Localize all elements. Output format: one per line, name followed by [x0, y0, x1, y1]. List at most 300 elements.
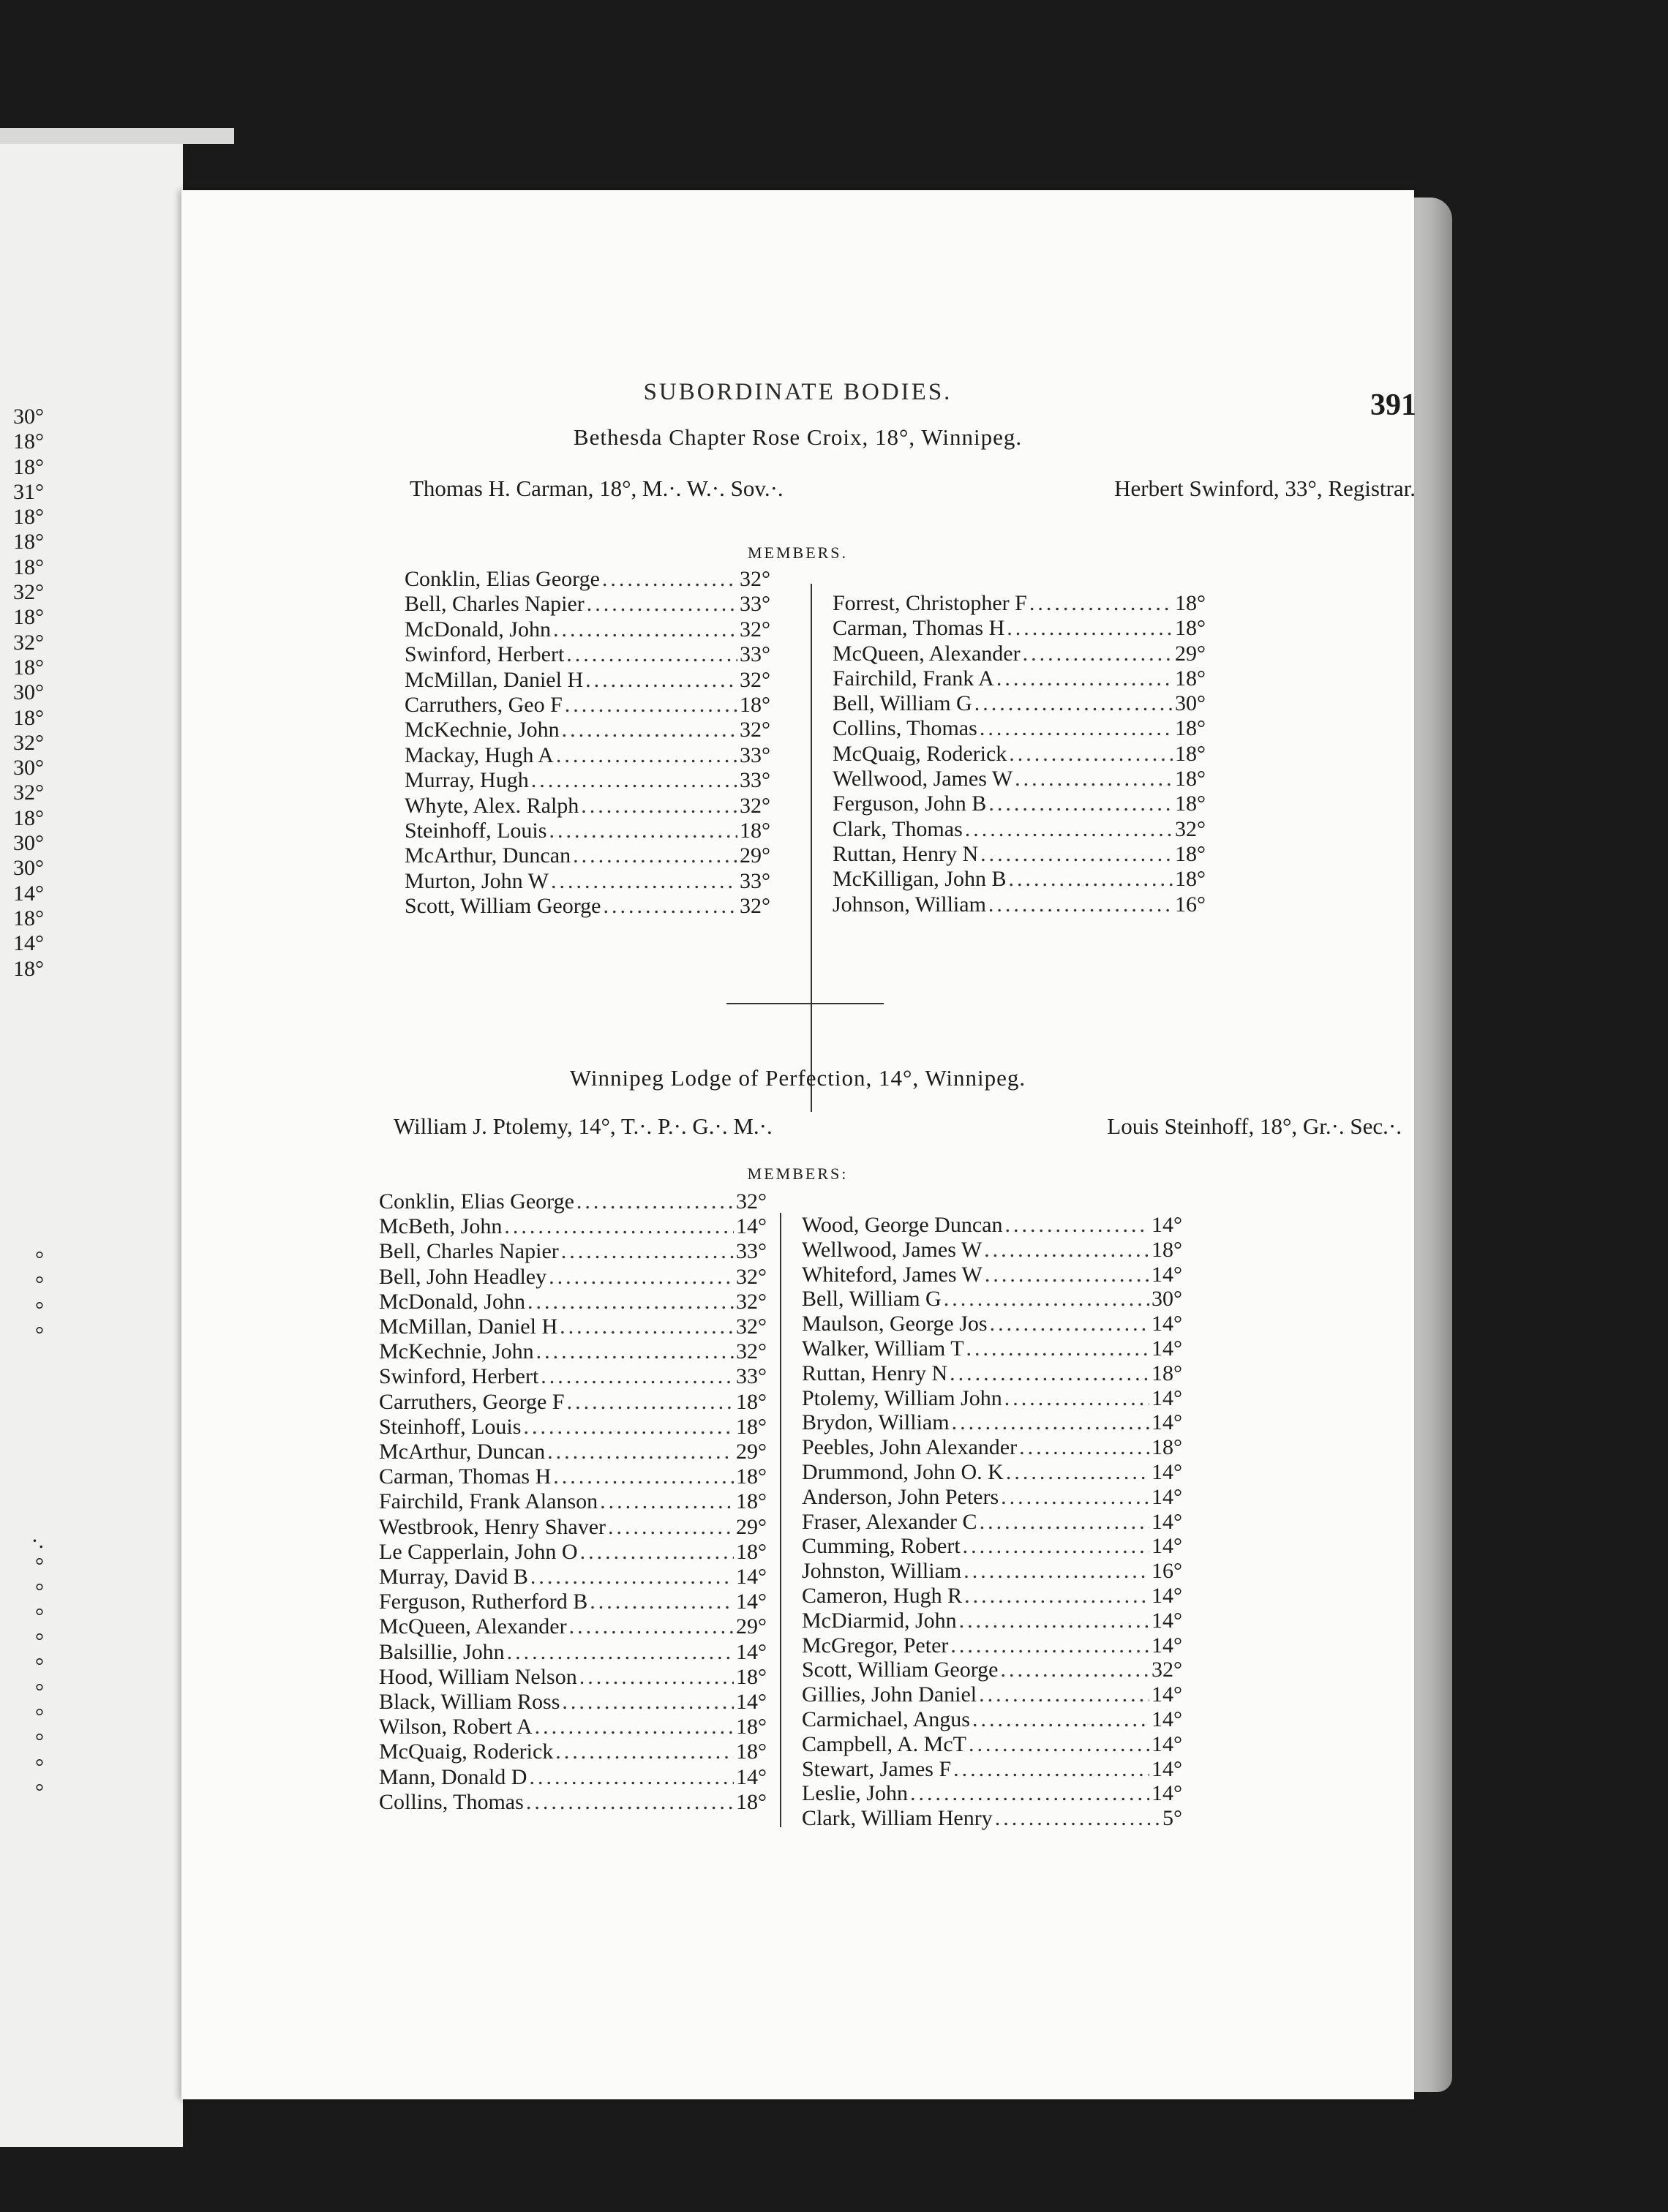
- facing-page-degree: °: [35, 1754, 44, 1779]
- member-name: Carruthers, Geo F: [405, 693, 563, 718]
- lodge-column-divider: [780, 1213, 781, 1827]
- facing-page-degree: 32°: [13, 580, 44, 605]
- facing-page-degree: 18°: [13, 554, 44, 579]
- dot-leader: [579, 1665, 734, 1690]
- lodge-member-row: [379, 1590, 767, 1614]
- member-name: Stewart, James F: [802, 1756, 952, 1781]
- member-degree: 14°: [736, 1639, 767, 1664]
- dot-leader: [964, 1584, 1149, 1609]
- member-name: McQuaig, Roderick: [379, 1739, 554, 1764]
- chapter-officer-right: Herbert Swinford, 33°, Registrar.: [1114, 475, 1416, 501]
- dot-leader: [972, 1707, 1149, 1732]
- member-degree: 29°: [736, 1614, 767, 1639]
- member-name: Scott, William George: [405, 894, 601, 919]
- member-degree: 32°: [740, 894, 770, 919]
- chapter-member-row: [405, 617, 770, 642]
- member-name: McQuaig, Roderick: [833, 741, 1007, 766]
- member-degree: 14°: [1152, 1459, 1182, 1484]
- dot-leader: [608, 1515, 734, 1540]
- dot-leader: [551, 869, 737, 894]
- member-name: Ruttan, Henry N: [802, 1361, 948, 1385]
- member-name: Whiteford, James W: [802, 1262, 983, 1287]
- dot-leader: [990, 1312, 1149, 1336]
- lodge-member-row: [379, 1464, 767, 1489]
- facing-page: [0, 128, 183, 2147]
- chapter-member-row: [405, 693, 770, 718]
- member-name: Johnston, William: [802, 1559, 962, 1584]
- lodge-member-row: [802, 1682, 1182, 1707]
- member-name: McMillan, Daniel H: [405, 667, 584, 692]
- member-degree: 18°: [1152, 1361, 1182, 1385]
- chapter-member-row: [405, 743, 770, 768]
- member-name: McQueen, Alexander: [833, 641, 1021, 666]
- dot-leader: [1007, 616, 1173, 641]
- lodge-member-row: [379, 1765, 767, 1790]
- member-degree: 33°: [740, 868, 770, 893]
- member-name: Ferguson, Rutherford B: [379, 1590, 588, 1614]
- dot-leader: [562, 718, 737, 742]
- dot-leader: [529, 1765, 734, 1790]
- lodge-member-row: [379, 1415, 767, 1440]
- member-degree: 14°: [1152, 1262, 1182, 1287]
- chapter-member-row: [833, 842, 1206, 867]
- dot-leader: [600, 1489, 734, 1514]
- member-degree: 18°: [736, 1389, 767, 1414]
- dot-leader: [580, 1540, 734, 1565]
- chapter-member-row: [405, 894, 770, 919]
- facing-page-degree: °: [35, 1603, 44, 1628]
- dot-leader: [587, 592, 737, 617]
- member-degree: 14°: [1152, 1534, 1182, 1559]
- chapter-member-row: [405, 819, 770, 843]
- lodge-member-row: [802, 1485, 1182, 1510]
- facing-page-degree: ·.: [31, 1529, 44, 1553]
- chapter-member-row: [405, 869, 770, 894]
- member-degree: 32°: [736, 1289, 767, 1314]
- member-name: Swinford, Herbert: [405, 642, 565, 667]
- member-name: Scott, William George: [802, 1658, 999, 1682]
- chapter-member-row: [833, 716, 1206, 741]
- lodge-member-row: [379, 1790, 767, 1815]
- member-degree: 33°: [740, 742, 770, 767]
- facing-page-degree: 31°: [13, 479, 44, 504]
- dot-leader: [1023, 642, 1173, 666]
- chapter-member-row: [405, 718, 770, 742]
- member-name: Balsillie, John: [379, 1639, 505, 1664]
- member-degree: 18°: [740, 819, 770, 843]
- member-degree: 18°: [736, 1464, 767, 1489]
- dot-leader: [569, 1614, 734, 1639]
- lodge-member-row: [379, 1339, 767, 1364]
- member-degree: 32°: [740, 667, 770, 692]
- lodge-member-row: [802, 1510, 1182, 1535]
- dot-leader: [567, 1390, 734, 1415]
- member-degree: 18°: [1175, 791, 1206, 816]
- member-name: Black, William Ross: [379, 1690, 560, 1715]
- lodge-member-row: [802, 1732, 1182, 1757]
- member-degree: 14°: [736, 1590, 767, 1614]
- member-name: Mackay, Hugh A: [405, 742, 554, 767]
- lodge-member-row: [802, 1609, 1182, 1633]
- dot-leader: [504, 1214, 734, 1239]
- member-degree: 18°: [1175, 741, 1206, 766]
- member-name: Mann, Donald D: [379, 1764, 527, 1789]
- member-degree: 18°: [736, 1489, 767, 1514]
- lodge-members-right-column: [802, 1213, 1182, 1831]
- facing-page-degree: °: [35, 1579, 44, 1603]
- member-degree: 32°: [736, 1314, 767, 1339]
- chapter-member-row: [405, 843, 770, 868]
- member-name: Anderson, John Peters: [802, 1484, 999, 1509]
- member-degree: 18°: [1175, 591, 1206, 615]
- lodge-member-row: [802, 1757, 1182, 1782]
- dot-leader: [944, 1287, 1149, 1312]
- dot-leader: [562, 1690, 734, 1715]
- dot-leader: [556, 743, 737, 768]
- chapter-member-row: [405, 592, 770, 617]
- member-degree: 14°: [736, 1764, 767, 1789]
- lodge-member-row: [379, 1515, 767, 1540]
- dot-leader: [980, 1510, 1149, 1535]
- member-name: Johnson, William: [833, 892, 986, 917]
- member-name: Campbell, A. McT: [802, 1731, 966, 1756]
- member-degree: 18°: [736, 1739, 767, 1764]
- dot-leader: [1009, 867, 1173, 892]
- dot-leader: [527, 1290, 734, 1314]
- dot-leader: [952, 1410, 1149, 1435]
- member-name: Bell, William G: [833, 691, 972, 716]
- dot-leader: [553, 617, 737, 642]
- member-name: Ruttan, Henry N: [833, 841, 979, 866]
- lodge-member-row: [802, 1781, 1182, 1806]
- facing-page-degree: °: [35, 1679, 44, 1704]
- member-name: Fairchild, Frank Alanson: [379, 1489, 598, 1514]
- dot-leader: [566, 642, 737, 667]
- dot-leader: [1009, 742, 1173, 767]
- member-name: Steinhoff, Louis: [405, 819, 547, 843]
- member-degree: 14°: [1152, 1608, 1182, 1633]
- dot-leader: [526, 1790, 734, 1815]
- facing-page-degree: °: [35, 1779, 44, 1804]
- lodge-members-left-column: [379, 1189, 767, 1815]
- lodge-member-row: [379, 1489, 767, 1514]
- member-degree: 30°: [1152, 1287, 1182, 1312]
- dot-leader: [984, 1238, 1149, 1263]
- member-degree: 14°: [1152, 1410, 1182, 1435]
- dot-leader: [549, 819, 737, 843]
- dot-leader: [581, 794, 737, 819]
- lodge-member-row: [379, 1189, 767, 1214]
- member-name: Murton, John W: [405, 868, 549, 893]
- facing-page-degree: °: [35, 1322, 44, 1347]
- lodge-member-row: [802, 1336, 1182, 1361]
- member-degree: 18°: [1175, 867, 1206, 892]
- dot-leader: [910, 1781, 1149, 1806]
- member-degree: 18°: [1175, 666, 1206, 691]
- member-name: Wilson, Robert A: [379, 1715, 533, 1739]
- chapter-member-row: [833, 892, 1206, 917]
- lodge-member-row: [802, 1213, 1182, 1238]
- member-name: Ptolemy, William John: [802, 1385, 1002, 1410]
- dot-leader: [1000, 1658, 1149, 1682]
- dot-leader: [547, 1440, 734, 1464]
- lodge-member-row: [802, 1707, 1182, 1732]
- dot-leader: [536, 1339, 734, 1364]
- dot-leader: [963, 1534, 1149, 1559]
- lodge-member-row: [379, 1715, 767, 1739]
- member-degree: 32°: [740, 617, 770, 642]
- facing-page-degree-column-lower: [0, 1247, 44, 1347]
- member-degree: 18°: [1152, 1237, 1182, 1262]
- chapter-title: Bethesda Chapter Rose Croix, 18°, Winnipeg.: [573, 424, 1023, 450]
- member-name: Clark, Thomas: [833, 816, 963, 841]
- dot-leader: [553, 1464, 734, 1489]
- dot-leader: [560, 1314, 734, 1339]
- chapter-member-row: [405, 668, 770, 693]
- lodge-member-row: [379, 1214, 767, 1239]
- member-name: Bell, John Headley: [379, 1264, 547, 1289]
- facing-page-degree: °: [35, 1729, 44, 1754]
- lodge-member-row: [802, 1287, 1182, 1312]
- facing-page-degree: °: [35, 1629, 44, 1654]
- member-name: McDonald, John: [379, 1289, 525, 1314]
- facing-page-degree: 30°: [13, 831, 44, 856]
- lodge-member-row: [379, 1390, 767, 1415]
- facing-page-degree: °: [35, 1704, 44, 1729]
- dot-leader: [590, 1590, 734, 1614]
- member-name: Clark, William Henry: [802, 1806, 993, 1831]
- dot-leader: [1006, 1460, 1149, 1485]
- member-name: Wellwood, James W: [802, 1237, 983, 1262]
- lodge-member-row: [379, 1364, 767, 1389]
- member-name: Forrest, Christopher F: [833, 591, 1027, 615]
- member-name: Fairchild, Frank A: [833, 666, 994, 691]
- dot-leader: [565, 693, 737, 718]
- member-degree: 18°: [1175, 767, 1206, 791]
- lodge-member-row: [379, 1665, 767, 1690]
- chapter-member-row: [405, 567, 770, 592]
- member-name: Carman, Thomas H: [379, 1464, 552, 1489]
- member-name: McKilligan, John B: [833, 867, 1007, 892]
- member-degree: 30°: [1175, 691, 1206, 716]
- dot-leader: [969, 1732, 1149, 1757]
- lodge-member-row: [379, 1440, 767, 1464]
- member-degree: 18°: [736, 1414, 767, 1439]
- member-name: Hood, William Nelson: [379, 1664, 577, 1689]
- page-number: 391: [1370, 388, 1416, 422]
- dot-leader: [576, 1189, 734, 1214]
- facing-page-degree: 30°: [13, 856, 44, 881]
- member-degree: 32°: [740, 567, 770, 591]
- member-name: Swinford, Herbert: [379, 1364, 539, 1389]
- dot-leader: [995, 1806, 1160, 1831]
- dot-leader: [950, 1361, 1149, 1386]
- lodge-officer-right: Louis Steinhoff, 18°, Gr.·. Sec.·.: [1107, 1113, 1402, 1139]
- dot-leader: [980, 716, 1173, 741]
- dot-leader: [603, 894, 737, 919]
- facing-page-degree: 14°: [13, 881, 44, 906]
- member-degree: 14°: [1152, 1633, 1182, 1658]
- member-degree: 18°: [1152, 1435, 1182, 1460]
- lodge-member-row: [802, 1534, 1182, 1559]
- member-degree: 29°: [740, 843, 770, 868]
- member-degree: 33°: [736, 1239, 767, 1264]
- member-name: Fraser, Alexander C: [802, 1509, 977, 1534]
- member-name: Wellwood, James W: [833, 767, 1013, 791]
- member-degree: 29°: [736, 1440, 767, 1464]
- member-degree: 14°: [1152, 1385, 1182, 1410]
- facing-page-degree-column: [0, 405, 44, 982]
- facing-page-degree-column-bottom: [0, 1529, 44, 1805]
- facing-page-degree: °: [35, 1272, 44, 1297]
- member-degree: 18°: [736, 1715, 767, 1739]
- member-name: Maulson, George Jos: [802, 1312, 988, 1336]
- member-name: Carman, Thomas H: [833, 616, 1005, 641]
- facing-page-degree: 14°: [13, 931, 44, 956]
- chapter-member-row: [405, 642, 770, 667]
- facing-page-degree: °: [35, 1247, 44, 1271]
- dot-leader: [602, 567, 737, 592]
- lodge-member-row: [802, 1806, 1182, 1831]
- member-name: Drummond, John O. K: [802, 1459, 1004, 1484]
- member-name: McBeth, John: [379, 1214, 503, 1239]
- member-name: Murray, Hugh: [405, 768, 529, 793]
- facing-page-degree: 18°: [13, 505, 44, 530]
- chapter-column-divider: [811, 584, 812, 1112]
- member-name: Gillies, John Daniel: [802, 1682, 977, 1707]
- lodge-member-row: [802, 1435, 1182, 1460]
- dot-leader: [531, 768, 737, 793]
- facing-page-degree: 18°: [13, 655, 44, 680]
- lodge-member-row: [379, 1290, 767, 1314]
- member-degree: 14°: [1152, 1336, 1182, 1361]
- chapter-members-heading: MEMBERS.: [747, 543, 849, 562]
- facing-page-degree: 32°: [13, 780, 44, 805]
- member-degree: 33°: [736, 1364, 767, 1389]
- chapter-member-row: [833, 616, 1206, 641]
- member-name: McDonald, John: [405, 617, 551, 642]
- lodge-member-row: [379, 1739, 767, 1764]
- member-name: Cameron, Hugh R: [802, 1583, 963, 1608]
- lodge-member-row: [379, 1614, 767, 1639]
- member-name: Brydon, William: [802, 1410, 950, 1435]
- member-degree: 14°: [1152, 1731, 1182, 1756]
- member-degree: 32°: [736, 1189, 767, 1214]
- dot-leader: [1001, 1485, 1149, 1510]
- dot-leader: [585, 668, 737, 693]
- chapter-members-left-column: [405, 567, 770, 919]
- lodge-member-row: [802, 1559, 1182, 1584]
- lodge-member-row: [379, 1565, 767, 1590]
- facing-page-degree: 18°: [13, 956, 44, 981]
- member-degree: 14°: [1152, 1583, 1182, 1608]
- facing-page-degree: 30°: [13, 405, 44, 429]
- facing-page-degree: 18°: [13, 906, 44, 930]
- lodge-member-row: [802, 1238, 1182, 1263]
- lodge-member-row: [802, 1633, 1182, 1658]
- dot-leader: [1019, 1435, 1149, 1460]
- dot-leader: [996, 666, 1173, 691]
- member-degree: 18°: [736, 1539, 767, 1564]
- dot-leader: [979, 1682, 1149, 1707]
- member-name: Peebles, John Alexander: [802, 1435, 1018, 1460]
- dot-leader: [541, 1364, 734, 1389]
- member-degree: 14°: [1152, 1312, 1182, 1336]
- member-degree: 29°: [736, 1514, 767, 1539]
- dot-leader: [959, 1609, 1149, 1633]
- lodge-member-row: [379, 1239, 767, 1264]
- facing-page-degree: 30°: [13, 756, 44, 780]
- dot-leader: [549, 1265, 734, 1290]
- member-degree: 18°: [740, 693, 770, 718]
- dot-leader: [966, 1336, 1149, 1361]
- facing-page-degree: 18°: [13, 429, 44, 454]
- lodge-members-heading: MEMBERS:: [747, 1165, 849, 1183]
- dot-leader: [980, 842, 1173, 867]
- member-degree: 14°: [1152, 1707, 1182, 1731]
- facing-page-degree: 32°: [13, 730, 44, 755]
- dot-leader: [1004, 1386, 1149, 1411]
- member-name: McArthur, Duncan: [379, 1440, 546, 1464]
- member-degree: 16°: [1175, 892, 1206, 917]
- dot-leader: [561, 1239, 734, 1264]
- member-name: Walker, William T: [802, 1336, 964, 1361]
- lodge-member-row: [379, 1690, 767, 1715]
- facing-page-degree: 18°: [13, 605, 44, 630]
- dot-leader: [573, 843, 737, 868]
- chapter-members-right-column: [833, 591, 1206, 917]
- dot-leader: [974, 691, 1173, 716]
- chapter-member-row: [833, 591, 1206, 616]
- section-rule: [726, 1003, 884, 1004]
- lodge-officer-left: William J. Ptolemy, 14°, T.·. P.·. G.·. M.·.: [394, 1113, 773, 1139]
- lodge-member-row: [379, 1314, 767, 1339]
- facing-page-degree: 30°: [13, 680, 44, 705]
- member-degree: 33°: [740, 642, 770, 667]
- member-name: Carmichael, Angus: [802, 1707, 970, 1731]
- facing-page-top-edge: [0, 128, 234, 144]
- lodge-member-row: [802, 1361, 1182, 1386]
- member-degree: 14°: [1152, 1213, 1182, 1237]
- member-name: McKechnie, John: [405, 718, 560, 742]
- dot-leader: [988, 892, 1173, 917]
- member-name: Conklin, Elias George: [379, 1189, 574, 1214]
- dot-leader: [963, 1559, 1149, 1584]
- member-name: Bell, Charles Napier: [379, 1239, 559, 1264]
- member-degree: 14°: [1152, 1509, 1182, 1534]
- facing-page-degree: °: [35, 1654, 44, 1679]
- dot-leader: [988, 791, 1173, 816]
- facing-page-degree: 32°: [13, 630, 44, 655]
- chapter-member-row: [405, 768, 770, 793]
- chapter-member-row: [833, 867, 1206, 892]
- dot-leader: [950, 1633, 1149, 1658]
- facing-page-degree: °: [35, 1554, 44, 1579]
- dot-leader: [965, 817, 1173, 842]
- chapter-member-row: [833, 666, 1206, 691]
- dot-leader: [530, 1565, 734, 1590]
- member-name: Westbrook, Henry Shaver: [379, 1514, 606, 1539]
- member-degree: 14°: [1152, 1781, 1182, 1806]
- dot-leader: [953, 1757, 1149, 1782]
- member-name: McArthur, Duncan: [405, 843, 571, 868]
- member-degree: 29°: [1175, 641, 1206, 666]
- chapter-member-row: [833, 767, 1206, 791]
- member-degree: 18°: [736, 1789, 767, 1814]
- facing-page-degree: 18°: [13, 805, 44, 830]
- dot-leader: [555, 1739, 734, 1764]
- member-name: McQueen, Alexander: [379, 1614, 567, 1639]
